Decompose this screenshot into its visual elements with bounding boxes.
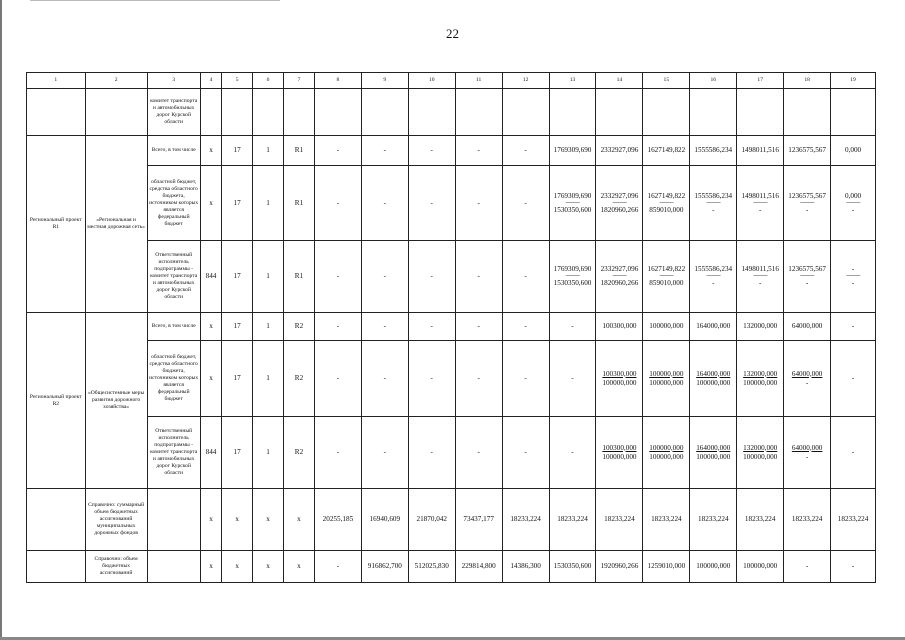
r1-regional-c15 — [643, 166, 690, 241]
cell-empty — [222, 89, 253, 136]
col-header-13: 13 — [549, 73, 596, 89]
r1-responsible-c5: 17 — [222, 241, 253, 313]
r2-responsible-c16 — [690, 417, 737, 489]
r1-responsible-c18 — [784, 241, 831, 313]
r2-regional-c7: R2 — [284, 341, 315, 417]
r1-regional-c10: - — [408, 166, 455, 241]
r2-regional-c17 — [737, 341, 784, 417]
r2-responsible-c9: - — [361, 417, 408, 489]
r2-responsible-c17-total: 132000,000 — [743, 443, 778, 452]
r1-responsible-c12: - — [502, 241, 549, 313]
r1-regional-c15-federal: 859010,000 — [649, 205, 684, 214]
col-header-9: 9 — [361, 73, 408, 89]
r1-regional-c19 — [831, 166, 876, 241]
ref1-c4: х — [200, 489, 221, 551]
r1-regional-c16-federal: - — [712, 205, 715, 214]
r1-responsible-c19-federal: - — [851, 279, 855, 287]
r2-regional-c8: - — [314, 341, 361, 417]
cell-empty — [737, 89, 784, 136]
r1-total-c8: - — [314, 136, 361, 166]
r1-total-c4: х — [200, 136, 221, 166]
ref1-c17: 18233,224 — [737, 489, 784, 551]
r1-regional-row — [27, 166, 876, 241]
r1-regional-c16-total: 1555586,234 — [694, 191, 733, 200]
r1-total-c12: - — [502, 136, 549, 166]
r2-regional-c17-federal: 100000,000 — [743, 378, 778, 387]
r2-responsible-c10: - — [408, 417, 455, 489]
r1-total-c9: - — [361, 136, 408, 166]
r1-responsible-c16 — [690, 241, 737, 313]
r2-total-c10: - — [408, 313, 455, 341]
col-header-4: 4 — [200, 73, 221, 89]
ref2-c6: х — [253, 551, 284, 583]
r2-regional-c18-federal: - — [805, 378, 809, 387]
r2-total-row — [27, 313, 876, 341]
ref1-c12: 18233,224 — [502, 489, 549, 551]
r2-responsible-c17-federal: 100000,000 — [743, 452, 778, 461]
cell-empty — [27, 489, 86, 551]
r1-total-c6: 1 — [253, 136, 284, 166]
r2-regional-c15 — [643, 341, 690, 417]
col-header-15: 15 — [643, 73, 690, 89]
col-header-12: 12 — [502, 73, 549, 89]
ref1-c10: 21870,042 — [408, 489, 455, 551]
r2-responsible-c18-federal: - — [805, 452, 809, 461]
scan-top-artifact — [30, 0, 280, 1]
r2-responsible-c8: - — [314, 417, 361, 489]
r2-regional-c10: - — [408, 341, 455, 417]
ref2-c10: 512025,830 — [408, 551, 455, 583]
ref2-c18: - — [784, 551, 831, 583]
r1-responsible-c15-total: 1627149,822 — [647, 265, 686, 273]
r2-regional-c16-federal: 100000,000 — [696, 378, 731, 387]
cell-empty — [831, 89, 876, 136]
budget-table-sheet — [26, 72, 876, 583]
ref1-c19: 18233,224 — [831, 489, 876, 551]
cell-empty — [596, 89, 643, 136]
r2-project-cell: Региональный проект R2 — [27, 313, 86, 489]
scan-left-edge — [0, 0, 2, 640]
r1-regional-c17 — [737, 166, 784, 241]
r2-responsible-c17 — [737, 417, 784, 489]
separator-line: ------------ — [753, 274, 768, 279]
r2-responsible-c16-federal: 100000,000 — [696, 452, 731, 461]
separator-line: ------------ — [612, 274, 627, 279]
ref1-c11: 73437,177 — [455, 489, 502, 551]
r1-regional-c17-total: 1498011,516 — [741, 191, 779, 200]
r2-total-c16: 164000,000 — [690, 313, 737, 341]
r1-regional-c16 — [690, 166, 737, 241]
col-header-3: 3 — [147, 73, 200, 89]
r2-responsible-c19: - — [831, 417, 876, 489]
r1-regional-c13 — [549, 166, 596, 241]
cell-empty — [85, 89, 147, 136]
r2-responsible-c14-total: 100300,000 — [602, 443, 637, 452]
col-header-17: 17 — [737, 73, 784, 89]
r1-responsible-c19 — [831, 241, 876, 313]
ref2-c7: х — [284, 551, 315, 583]
r1-regional-c13-total: 1769309,690 — [553, 191, 592, 200]
r2-responsible-c13: - — [549, 417, 596, 489]
r2-total-c7: R2 — [284, 313, 315, 341]
r2-responsible-c18-total: 64000,000 — [791, 443, 823, 452]
ref1-c8: 20255,185 — [314, 489, 361, 551]
page-number: 22 — [446, 26, 459, 41]
r1-regional-c4: х — [200, 166, 221, 241]
r1-regional-c18-total: 1236575,567 — [788, 191, 826, 200]
col-header-7: 7 — [284, 73, 315, 89]
r1-responsible-c13-total: 1769309,690 — [553, 265, 592, 273]
separator-line: ------------ — [612, 200, 627, 206]
ref1-c7: х — [284, 489, 315, 551]
col-header-6: 6 — [253, 73, 284, 89]
cell-empty — [408, 89, 455, 136]
r2-responsible-label: Ответственный исполнитель подпрограммы - комитет транспорта и автомобильных дорог Курской области — [147, 417, 200, 489]
col-header-11: 11 — [455, 73, 502, 89]
r1-responsible-c17-federal: - — [758, 279, 762, 287]
r1-total-c7: R1 — [284, 136, 315, 166]
r2-total-c4: х — [200, 313, 221, 341]
cell-empty — [690, 89, 737, 136]
r1-regional-c5: 17 — [222, 166, 253, 241]
separator-line: ------------ — [846, 274, 861, 279]
separator-line: ------------ — [565, 200, 580, 206]
ref2-c4: х — [200, 551, 221, 583]
ref1-c14: 18233,224 — [596, 489, 643, 551]
r2-responsible-c15 — [643, 417, 690, 489]
ref1-c6: х — [253, 489, 284, 551]
r2-responsible-c11: - — [455, 417, 502, 489]
r1-regional-c15-total: 1627149,822 — [647, 191, 686, 200]
ref2-c9: 916862,700 — [361, 551, 408, 583]
r2-responsible-row — [27, 417, 876, 489]
r1-responsible-c13-federal: 1530350,600 — [553, 279, 592, 287]
r2-regional-c4: х — [200, 341, 221, 417]
col-header-8: 8 — [314, 73, 361, 89]
r2-total-c8: - — [314, 313, 361, 341]
r2-regional-c9: - — [361, 341, 408, 417]
r1-responsible-c15 — [643, 241, 690, 313]
r2-responsible-c4: 844 — [200, 417, 221, 489]
ref1-c18: 18233,224 — [784, 489, 831, 551]
r2-responsible-c7: R2 — [284, 417, 315, 489]
separator-line: ------------ — [659, 200, 674, 206]
r2-regional-c14 — [596, 341, 643, 417]
cell-empty — [284, 89, 315, 136]
r2-total-c6: 1 — [253, 313, 284, 341]
r2-regional-c18-total: 64000,000 — [791, 369, 823, 378]
ref1-c15: 18233,224 — [643, 489, 690, 551]
header-row — [27, 73, 876, 89]
r2-total-c17: 132000,000 — [737, 313, 784, 341]
r1-regional-c14-total: 2332927,096 — [600, 191, 639, 200]
r2-responsible-c14 — [596, 417, 643, 489]
separator-line: ------------ — [659, 274, 674, 279]
r1-regional-c13-federal: 1530350,600 — [553, 205, 592, 214]
cell-empty — [784, 89, 831, 136]
r1-responsible-c14-federal: 1820960,266 — [600, 279, 639, 287]
r1-name-cell: «Региональная и местная дорожная сеть» — [85, 136, 147, 313]
r1-responsible-c6: 1 — [253, 241, 284, 313]
r1-total-label: Всего, в том числе — [147, 136, 200, 166]
r2-regional-c18 — [784, 341, 831, 417]
ref2-c8: - — [314, 551, 361, 583]
cell-empty — [361, 89, 408, 136]
r1-total-c19: 0,000 — [831, 136, 876, 166]
r2-responsible-c15-total: 100000,000 — [649, 443, 684, 452]
r1-regional-c18-federal: - — [805, 205, 809, 214]
r1-responsible-row — [27, 241, 876, 313]
continuation-label: комитет транспорта и автомобильных дорог Курской области — [147, 89, 200, 136]
separator-line: ------------ — [706, 274, 721, 279]
r2-responsible-c16-total: 164000,000 — [696, 443, 731, 452]
r1-total-c16: 1555586,234 — [690, 136, 737, 166]
r2-total-label: Всего, в том числе — [147, 313, 200, 341]
r2-responsible-c14-federal: 100000,000 — [602, 452, 637, 461]
r1-regional-c19-total: 0,000 — [844, 191, 862, 200]
r1-total-c15: 1627149,822 — [643, 136, 690, 166]
r1-responsible-c14-total: 2332927,096 — [600, 265, 639, 273]
r1-responsible-c16-total: 1555586,234 — [694, 265, 733, 273]
r2-responsible-c18 — [784, 417, 831, 489]
r1-total-c17: 1498011,516 — [737, 136, 784, 166]
r1-total-c18: 1236575,567 — [784, 136, 831, 166]
r2-regional-c16 — [690, 341, 737, 417]
r2-responsible-c15-federal: 100000,000 — [649, 452, 684, 461]
r2-total-c13: - — [549, 313, 596, 341]
r2-responsible-c12: - — [502, 417, 549, 489]
r1-responsible-c11: - — [455, 241, 502, 313]
r1-responsible-c19-total: - — [851, 265, 855, 273]
separator-line: ------------ — [565, 274, 580, 279]
r1-responsible-c13 — [549, 241, 596, 313]
r2-total-c11: - — [455, 313, 502, 341]
r1-regional-label: областной бюджет, средства областного бюджета, источником которых является федеральный бюджет — [147, 166, 200, 241]
r2-regional-c15-total: 100000,000 — [649, 369, 684, 378]
r2-regional-c11: - — [455, 341, 502, 417]
ref1-c16: 18233,224 — [690, 489, 737, 551]
cell-empty — [200, 89, 221, 136]
ref1-row — [27, 489, 876, 551]
col-header-16: 16 — [690, 73, 737, 89]
r2-regional-label: областной бюджет, средства областного бюджета, источником которых является федеральный бюджет — [147, 341, 200, 417]
r2-regional-c16-total: 164000,000 — [696, 369, 731, 378]
r2-total-c18: 64000,000 — [784, 313, 831, 341]
cell-empty — [643, 89, 690, 136]
continuation-row — [27, 89, 876, 136]
r2-responsible-c5: 17 — [222, 417, 253, 489]
r1-regional-c18 — [784, 166, 831, 241]
r2-total-c5: 17 — [222, 313, 253, 341]
col-header-5: 5 — [222, 73, 253, 89]
r1-total-c13: 1769309,690 — [549, 136, 596, 166]
cell-empty — [147, 489, 200, 551]
r1-regional-c7: R1 — [284, 166, 315, 241]
r2-regional-c12: - — [502, 341, 549, 417]
ref2-c12: 14386,300 — [502, 551, 549, 583]
col-header-10: 10 — [408, 73, 455, 89]
r2-regional-c19: - — [831, 341, 876, 417]
r2-regional-c14-federal: 100000,000 — [602, 378, 637, 387]
ref2-c5: х — [222, 551, 253, 583]
r2-total-c14: 100300,000 — [596, 313, 643, 341]
ref2-label: Справочно: объем бюджетных ассигнований — [85, 551, 147, 583]
r1-regional-c6: 1 — [253, 166, 284, 241]
col-header-19: 19 — [831, 73, 876, 89]
col-header-1: 1 — [27, 73, 86, 89]
cell-empty — [314, 89, 361, 136]
r1-project-cell: Региональный проект R1 — [27, 136, 86, 313]
r1-regional-c14-federal: 1820960,266 — [600, 205, 639, 214]
ref1-label: Справочно: суммарный объем бюджетных ассигнований муниципальных дорожных фондов — [85, 489, 147, 551]
r2-regional-c6: 1 — [253, 341, 284, 417]
r1-responsible-c18-total: 1236575,567 — [788, 265, 826, 273]
r2-regional-c13: - — [549, 341, 596, 417]
separator-line: ------------ — [753, 200, 768, 206]
r2-total-c15: 100000,000 — [643, 313, 690, 341]
col-header-18: 18 — [784, 73, 831, 89]
r2-regional-c17-total: 132000,000 — [743, 369, 778, 378]
r1-responsible-c14 — [596, 241, 643, 313]
cell-empty — [549, 89, 596, 136]
r2-total-c19: - — [831, 313, 876, 341]
r2-total-c12: - — [502, 313, 549, 341]
cell-empty — [502, 89, 549, 136]
r2-regional-c15-federal: 100000,000 — [649, 378, 684, 387]
ref2-c14: 1920960,266 — [596, 551, 643, 583]
cell-empty — [455, 89, 502, 136]
r2-regional-row — [27, 341, 876, 417]
r2-regional-c14-total: 100300,000 — [602, 369, 637, 378]
ref2-row — [27, 551, 876, 583]
separator-line: ------------ — [800, 274, 815, 279]
separator-line: ------------ — [846, 200, 861, 206]
ref2-c19: - — [831, 551, 876, 583]
r1-responsible-c10: - — [408, 241, 455, 313]
ref2-c16: 100000,000 — [690, 551, 737, 583]
ref2-c17: 100000,000 — [737, 551, 784, 583]
r1-total-c14: 2332927,096 — [596, 136, 643, 166]
r1-regional-c14 — [596, 166, 643, 241]
separator-line: ------------ — [706, 200, 721, 206]
col-header-2: 2 — [85, 73, 147, 89]
cell-empty — [27, 551, 86, 583]
r2-regional-c5: 17 — [222, 341, 253, 417]
r1-responsible-c16-federal: - — [712, 279, 715, 287]
r1-regional-c12: - — [502, 166, 549, 241]
r1-regional-c19-federal: - — [851, 205, 855, 214]
separator-line: ------------ — [800, 200, 815, 206]
cell-empty — [147, 551, 200, 583]
r1-regional-c17-federal: - — [758, 205, 762, 214]
r1-responsible-c17-total: 1498011,516 — [741, 265, 779, 273]
r1-regional-c9: - — [361, 166, 408, 241]
r1-regional-c11: - — [455, 166, 502, 241]
r1-total-c10: - — [408, 136, 455, 166]
ref2-c13: 1530350,600 — [549, 551, 596, 583]
cell-empty — [253, 89, 284, 136]
ref1-c9: 16940,609 — [361, 489, 408, 551]
r1-responsible-c17 — [737, 241, 784, 313]
r1-responsible-c9: - — [361, 241, 408, 313]
r1-total-c5: 17 — [222, 136, 253, 166]
r2-name-cell: «Общесистемные меры развития дорожного хозяйства» — [85, 313, 147, 489]
ref2-c15: 1259010,000 — [643, 551, 690, 583]
budget-table — [26, 72, 876, 583]
r1-responsible-c4: 844 — [200, 241, 221, 313]
col-header-14: 14 — [596, 73, 643, 89]
ref1-c5: х — [222, 489, 253, 551]
cell-empty — [27, 89, 86, 136]
r1-responsible-c7: R1 — [284, 241, 315, 313]
r1-responsible-c18-federal: - — [805, 279, 809, 287]
r1-regional-c8: - — [314, 166, 361, 241]
r2-total-c9: - — [361, 313, 408, 341]
ref1-c13: 18233,224 — [549, 489, 596, 551]
r1-total-row — [27, 136, 876, 166]
r1-responsible-c8: - — [314, 241, 361, 313]
ref2-c11: 229814,800 — [455, 551, 502, 583]
r1-responsible-c15-federal: 859010,000 — [649, 279, 684, 287]
r2-responsible-c6: 1 — [253, 417, 284, 489]
r1-responsible-label: Ответственный исполнитель подпрограммы - комитет транспорта и автомобильных дорог Курской области — [147, 241, 200, 313]
r1-total-c11: - — [455, 136, 502, 166]
